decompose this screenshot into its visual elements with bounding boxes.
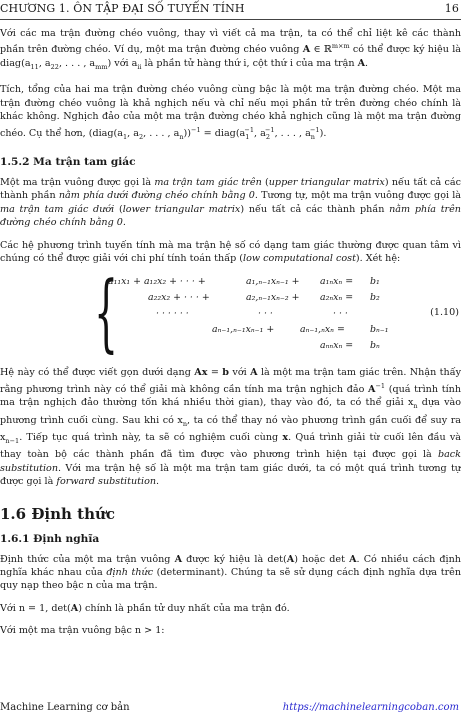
- paragraph-back-substitution: Hệ này có thể được viết gọn dưới dạng Ax = b với A là một ma trận tam giác trên. Nhận thấy rằng phương trình này có thể giải mà không cần tính ma trận nghịch đảo $A^{-1}$ (quá trình tính ma trận nghịch đảo thường tốn khá nhiều thời gian), thay vào đó, ta có thể giải $x_n$ dựa vào phương trình cuối cùng. Sau khi có $x_n$, ta có thể thay nó vào phương trình gần cuối để suy ra $x_{n-1}$. Tiếp tục quá trình này, ta sẽ có nghiệm cuối cùng x. Quá trình giải từ cuối lên đầu và thay toàn bộ các thành phần đã tìm được vào phương trình hiện tại được gọi là back substitution. Với ma trận hệ số là một ma trận tam giác dưới, ta có một quá trình tương tự được gọi là forward substitution.: [0, 367, 461, 488]
- chapter-title: CHƯƠNG 1. ÔN TẬP ĐẠI SỐ TUYẾN TÍNH: [0, 2, 245, 15]
- subsection-title-definition: 1.6.1 Định nghĩa: [0, 532, 100, 545]
- section-title-determinant: 1.6 Định thức: [0, 504, 116, 523]
- paragraph-determinant-def: Định thức của một ma trận vuông A được ký hiệu là det(A) hoặc det A. Có nhiều cách định nghĩa khác nhau của định thức (determinant). Chúng ta sẽ sử dụng cách định nghĩa dựa trên quy nạp theo bậc n của ma trận.: [0, 553, 461, 592]
- footer-url-link[interactable]: https://machinelearningcoban.com: [282, 702, 459, 713]
- equation-row: aₙₙxₙ = bₙ: [320, 340, 380, 352]
- equation-row: a₁₁x₁ + a₁₂x₂ + · · · + a₁,ₙ₋₁xₙ₋₁ + a₁ₙxₙ = b₁: [108, 276, 380, 288]
- section-title-triangular: 1.5.2 Ma trận tam giác: [0, 156, 136, 169]
- equation-system: [0, 263, 461, 362]
- page-header: [0, 2, 459, 15]
- paragraph-triangular-def: Một ma trận vuông được gọi là ma trận tam giác trên (upper triangular matrix) nếu tất cả các thành phần nằm phía dưới đường chéo chính bằng 0. Tương tự, một ma trận vuông được gọi là ma trận tam giác dưới (lower triangular matrix) nếu tất cả các thành phần nằm phía trên đường chéo chính bằng 0.: [0, 177, 461, 229]
- header-rule: [0, 19, 461, 20]
- equation-row: · · · · · · · · · · · ·: [156, 308, 348, 320]
- equation-row: a₂₂x₂ + · · · + a₂,ₙ₋₁xₙ₋₂ + a₂ₙxₙ = b₂: [148, 292, 380, 304]
- page-body: [0, 27, 461, 647]
- page-number: 16: [444, 2, 459, 15]
- page-footer: [0, 702, 459, 713]
- equation-number: (1.10): [430, 307, 459, 319]
- equation-row: aₙ₋₁,ₙ₋₁xₙ₋₁ + aₙ₋₁,ₙxₙ = bₙ₋₁: [212, 324, 389, 336]
- paragraph-diag-properties: Tích, tổng của hai ma trận đường chéo vuông cùng bậc là một ma trận đường chéo. Một ma trận đường chéo vuông là khả nghịch nếu và chỉ nếu mọi phần tử trên đường chéo chính là khác không. Nghịch đảo của một ma trận đường chéo khả nghịch cũng là một ma trận đường chéo. Cụ thể hơn, ($diag(a_1$, $a_2$, . . . , $a_n))^{-1}$ = $diag(a_1^{-1}$, $a_2^{-1}$, . . . , $a_n^{-1}$).: [0, 84, 461, 141]
- paragraph-n-greater-1: Với một ma trận vuông bậc n > 1:: [0, 625, 165, 637]
- paragraph-system-intro: Các hệ phương trình tuyến tính mà ma trận hệ số có dạng tam giác thường được quan tâm vì chúng có thể được giải với chi phí tính toán thấp (low computational cost). Xét hệ:: [0, 239, 461, 265]
- footer-book-title: Machine Learning cơ bản: [0, 702, 130, 713]
- paragraph-diag-notation: Với các ma trận đường chéo vuông, thay vì viết cả ma trận, ta có thể chỉ liệt kê các thành phần trên đường chéo. Ví dụ, một ma trận đường chéo vuông A ∈ ℝ$^{m\times m}$ có thể được ký hiệu là $diag(a_{11}$, $a_{22}$, . . . , $a_{mm}$) với $a_{ii}$ là phần tử hàng thứ i, cột thứ i của ma trận A.: [0, 28, 461, 71]
- paragraph-n-equals-1: Với n = 1, det(A) chính là phần tử duy nhất của ma trận đó.: [0, 602, 290, 614]
- left-brace: {: [94, 263, 119, 362]
